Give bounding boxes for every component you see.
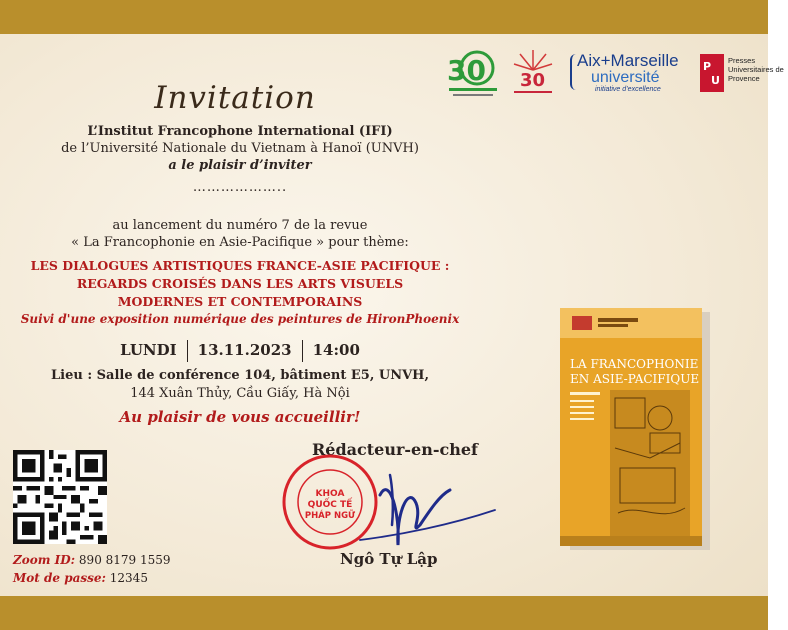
welcome-line: Au plaisir de vous accueillir!: [119, 408, 361, 426]
stamp-line-3: PHÁP NGỮ: [304, 511, 356, 521]
qr-code[interactable]: [13, 450, 107, 544]
place-line-2: 144 Xuân Thủy, Cầu Giấy, Hà Nội: [130, 386, 350, 401]
stamp-line-1: KHOA: [315, 489, 345, 499]
editor-role: Rédacteur-en-chef: [312, 440, 478, 459]
event-day: LUNDI: [120, 341, 177, 359]
handwritten-signature: [300, 455, 500, 565]
university-line: de l’Université Nationale du Vietnam à Hanoï (UNVH): [61, 141, 419, 156]
innovation-30-logo: [508, 46, 558, 100]
journal-cover-image: [560, 308, 710, 550]
stamp-line-2: QUỐC TẾ: [307, 500, 353, 510]
theme-line-1: LES DIALOGUES ARTISTIQUES FRANCE-ASIE PACIFIQUE :: [30, 258, 450, 273]
intro-line-1: au lancement du numéro 7 de la revue: [112, 218, 368, 233]
date-separator: [187, 340, 188, 362]
pup-logo: [700, 54, 784, 96]
dotted-line: ………………..: [192, 180, 288, 195]
book-title-2: EN ASIE-PACIFIQUE: [570, 372, 700, 386]
zoom-id-label: Zoom ID:: [13, 553, 76, 567]
zoom-pass-line: [13, 571, 148, 585]
intro-line-2: « La Francophonie en Asie-Pacifique » pour thème:: [71, 235, 409, 250]
amu-line2: université: [591, 69, 660, 86]
exposition-line: Suivi d'une exposition numérique des peintures de HironPhoenix: [20, 312, 460, 326]
bottom-gold-band: [0, 596, 768, 630]
book-title-1: LA FRANCOPHONIE: [570, 357, 699, 371]
pup-mark-icon: [700, 54, 724, 92]
theme-line-2: REGARDS CROISÉS DANS LES ARTS VISUELS: [76, 276, 404, 291]
event-date: 13.11.2023: [197, 341, 292, 359]
svg-text:P: P: [703, 60, 712, 73]
invitation-title: Invitation: [154, 80, 316, 116]
innovation-30-text: 30: [520, 70, 546, 91]
pup-text: Presses Universitaires de Provence: [728, 56, 784, 83]
plaisir-line: a le plaisir d’inviter: [168, 158, 312, 173]
event-time: 14:00: [312, 341, 360, 359]
theme-line-3: MODERNES ET CONTEMPORAINS: [117, 294, 363, 309]
amu-line3: initiative d’excellence: [595, 86, 661, 93]
amu-line1: Aix+Marseille: [577, 51, 679, 70]
zoom-id-value[interactable]: 890 8179 1559: [78, 553, 171, 567]
institute-line: L’Institut Francophone International (IFI): [87, 124, 393, 139]
place-line-1: Lieu : Salle de conférence 104, bâtiment E5, UNVH,: [51, 368, 429, 383]
ifi-30-text: 30: [447, 54, 486, 87]
editor-name: Ngô Tự Lập: [340, 550, 438, 568]
zoom-pass-label: Mot de passe:: [13, 571, 106, 585]
ifi-30-years-logo: [443, 46, 503, 102]
time-separator: [302, 340, 303, 362]
top-gold-band: [0, 0, 768, 34]
svg-text:U: U: [711, 74, 720, 87]
amu-bracket: [570, 54, 576, 90]
amu-logo: [577, 52, 679, 93]
zoom-pass-value[interactable]: 12345: [109, 571, 148, 585]
zoom-id-line: [13, 553, 171, 567]
date-row: [10, 340, 470, 362]
